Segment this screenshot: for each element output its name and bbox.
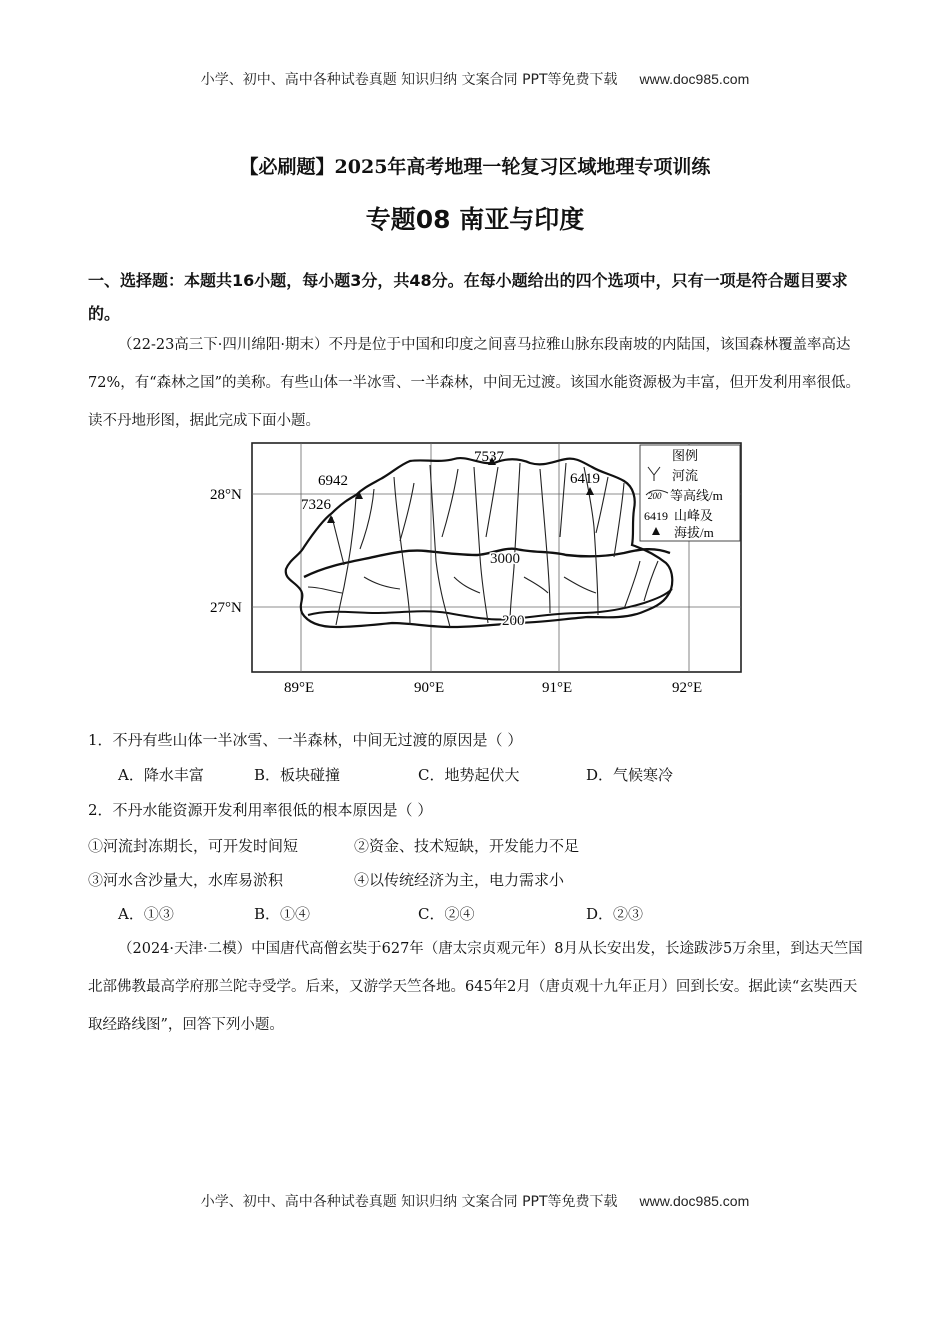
q1-option-d[interactable]: D．气候寒冷 — [586, 766, 674, 784]
q1-option-c[interactable]: C．地势起伏大 — [418, 766, 520, 784]
peak-markers — [327, 457, 594, 523]
passage-2-text: （2024·天津·二模）中国唐代高僧玄奘于627年（唐太宗贞观元年）8月从长安出发，长途跋涉5万余里，到达天竺国北部佛教最高学府那兰陀寺受学。后来，又游学天竺各地。645年2月（唐贞观十九年正月）回到长安。据此读“玄奘西天取经路线图”，回答下列小题。 — [88, 941, 863, 1033]
footer-url[interactable]: www.doc985.com — [639, 1193, 750, 1209]
q2-option-a[interactable]: A．①③ — [118, 905, 174, 923]
passage-2 — [88, 930, 868, 1044]
contour-200-label: 200 — [502, 613, 525, 629]
lon-label-90e: 90°E — [414, 680, 445, 696]
contour-3000-label: 3000 — [490, 551, 520, 567]
peak-6419-label: 6419 — [570, 471, 600, 487]
q2-statement-1: ①河流封冻期长，可开发时间短 — [88, 837, 299, 855]
peak-6419-marker — [586, 487, 594, 495]
lon-label-91e: 91°E — [542, 680, 573, 696]
river-network — [308, 463, 658, 627]
footer-text: 小学、初中、高中各种试卷真题 知识归纳 文案合同 PPT等免费下载 — [200, 1194, 618, 1210]
q2-option-b[interactable]: B．①④ — [254, 905, 311, 923]
peak-7326-label: 7326 — [301, 497, 331, 513]
question-2-options — [118, 902, 818, 926]
legend-peak-2: 海拔/m — [674, 525, 714, 540]
q2-option-c[interactable]: C．②④ — [418, 905, 475, 923]
q1-option-a[interactable]: A．降水丰富 — [118, 766, 204, 784]
legend-title: 图例 — [672, 448, 699, 463]
passage-1-text: （22-23高三下·四川绵阳·期末）不丹是位于中国和印度之间喜马拉雅山脉东段南坡的内陆国，该国森林覆盖率高达72%，有“森林之国”的美称。有些山体一半冰雪、一半森林，中间无过渡。该国水能资源极为丰富，但开发利用率很低。读不丹地形图，据此完成下面小题。 — [88, 337, 861, 429]
question-2-stem: 2．不丹水能资源开发利用率很低的根本原因是（ ） — [88, 801, 433, 819]
q2-statements-row-2 — [88, 868, 564, 892]
lat-label-27n: 27°N — [210, 600, 242, 616]
legend-peak: 山峰及 — [674, 508, 714, 523]
title-line-1: 【必刷题】2025年高考地理一轮复习区域地理专项训练 — [239, 156, 711, 178]
lon-label-89e: 89°E — [284, 680, 315, 696]
q2-statement-2: ②资金、技术短缺，开发能力不足 — [354, 837, 580, 855]
page-header — [0, 69, 950, 89]
question-1-options — [118, 763, 818, 787]
map-legend — [640, 445, 740, 541]
header-url[interactable]: www.doc985.com — [639, 71, 750, 87]
q2-statement-3: ③河水含沙量大，水库易淤积 — [88, 871, 284, 889]
page-title: 专题08 南亚与印度 — [365, 205, 585, 234]
contour-200 — [308, 589, 672, 620]
question-1-stem: 1．不丹有些山体一半冰雪、一半森林，中间无过渡的原因是（ ） — [88, 731, 523, 749]
page-footer — [0, 1191, 950, 1211]
lat-label-28n: 28°N — [210, 487, 242, 503]
passage-1 — [88, 326, 868, 440]
legend-river: 河流 — [672, 468, 699, 483]
q2-option-d[interactable]: D．②③ — [586, 905, 644, 923]
bhutan-topographic-map — [204, 437, 744, 707]
lon-label-92e: 92°E — [672, 680, 703, 696]
peak-6942-label: 6942 — [318, 473, 348, 489]
legend-peak-sample: 6419 — [644, 509, 668, 523]
q2-statement-4: ④以传统经济为主，电力需求小 — [354, 871, 565, 889]
section-heading: 一、选择题：本题共16小题，每小题3分，共48分。在每小题给出的四个选项中，只有一项是符合题目要求的。 — [88, 271, 848, 323]
peak-7537-label: 7537 — [474, 449, 504, 465]
q2-statements-row-1 — [88, 834, 579, 858]
header-text: 小学、初中、高中各种试卷真题 知识归纳 文案合同 PPT等免费下载 — [200, 72, 618, 88]
q1-option-b[interactable]: B．板块碰撞 — [254, 766, 341, 784]
legend-contour: 等高线/m — [670, 488, 723, 503]
legend-contour-sample: 200 — [648, 491, 662, 501]
